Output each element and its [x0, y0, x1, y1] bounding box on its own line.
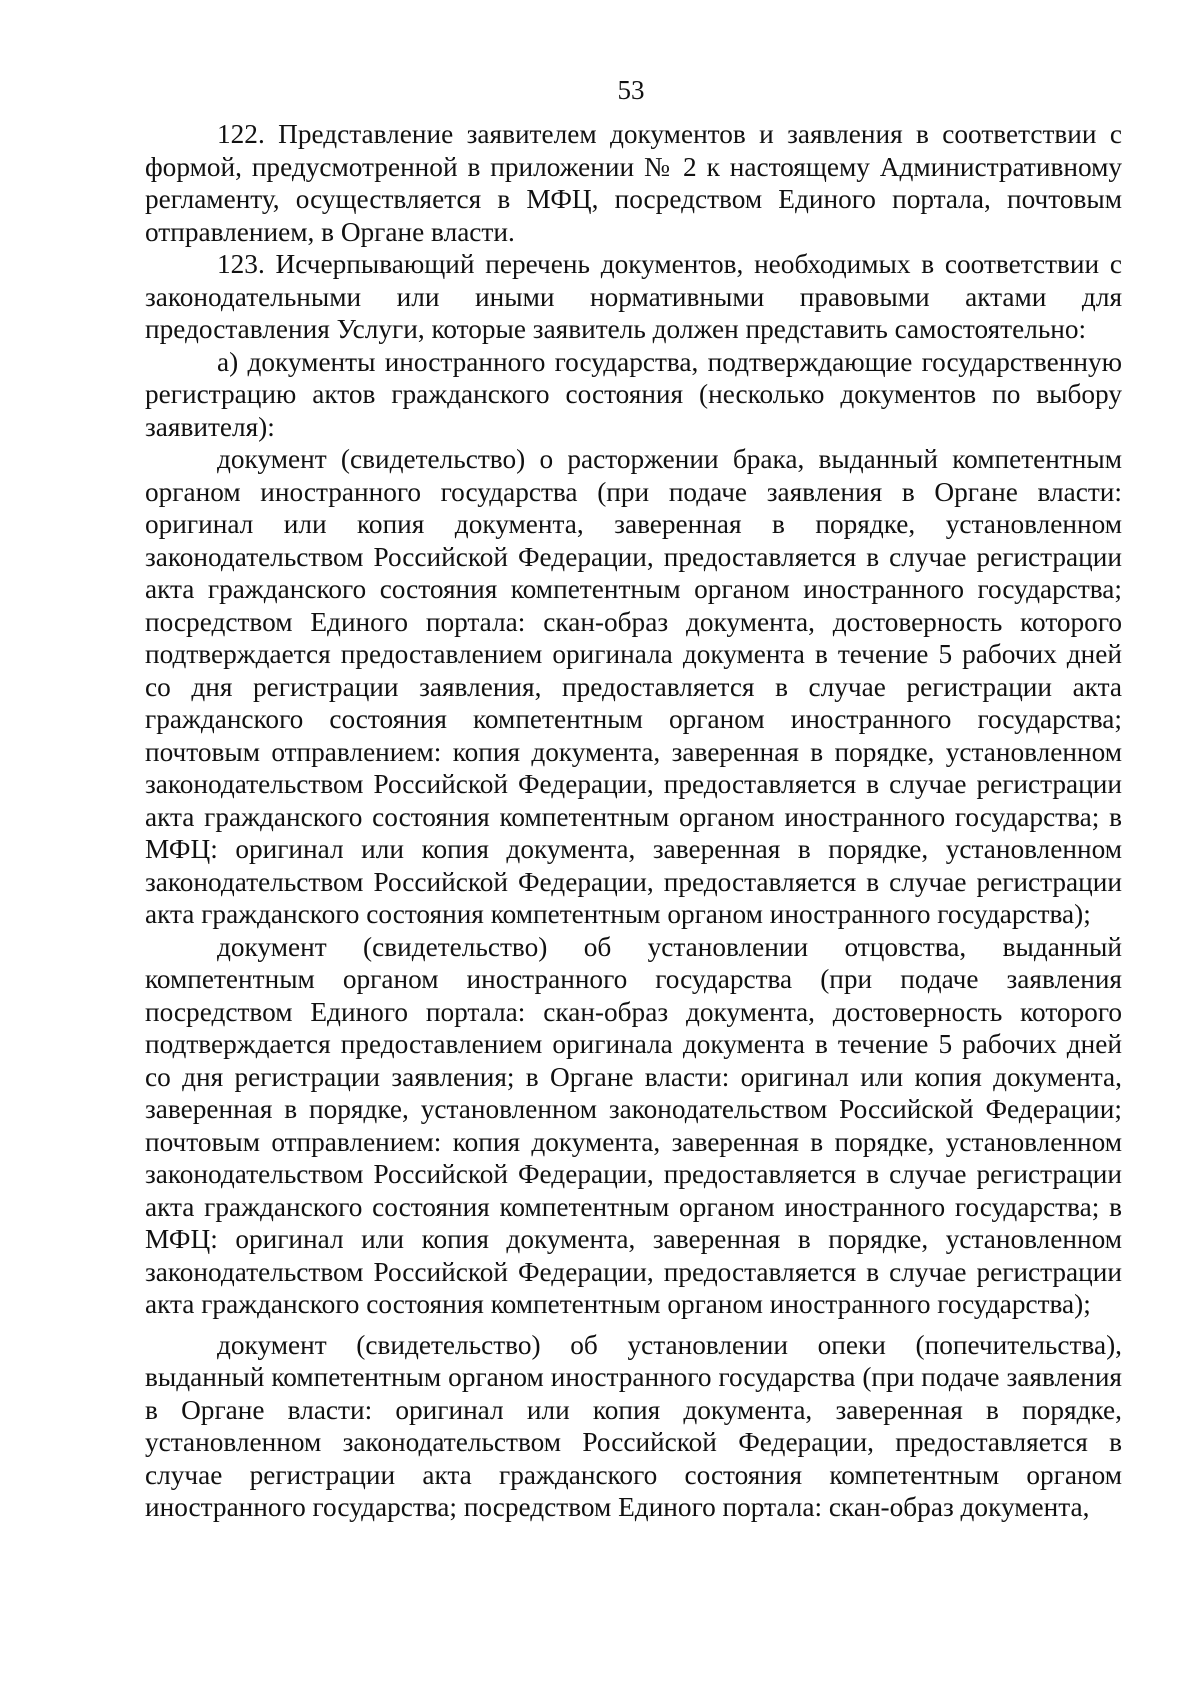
paragraph-guardianship-certificate: документ (свидетельство) об установлении опеки (попечительства), выданный компетентным органом иностранного государства (при подаче заявления в Органе власти: оригинал или копия документа, заверенная в порядке, установленном законодательством Российской Федерации, предоставляется в случае регистрации акта гражданского состояния компетентным органом иностранного государства; посредством Единого портала: скан-образ документа, [145, 1329, 1122, 1522]
paragraph-divorce-certificate: документ (свидетельство) о расторжении брака, выданный компетентным органом иностранного государства (при подаче заявления в Органе власти: оригинал или копия документа, заверенная в порядке, установленном законодательством Российской Федерации, предоставляется в случае регистрации акта гражданского состояния компетентным органом иностранного государства; посредством Единого портала: скан-образ документа, достоверность которого подтверждается предоставлением оригинала документа в течение 5 рабочих дней со дня регистрации заявления, предоставляется в случае регистрации акта гражданского состояния компетентным органом иностранного государства; почтовым отправлением: копия документа, заверенная в порядке, установленном законодательством Российской Федерации, предоставляется в случае регистрации акта гражданского состояния компетентным органом иностранного государства; в МФЦ: оригинал или копия документа, заверенная в порядке, установленном законодательством Российской Федерации, предоставляется в случае регистрации акта гражданского состояния компетентным органом иностранного государства); [145, 444, 1122, 929]
paragraph-123-a: а) документы иностранного государства, подтверждающие государственную регистрацию актов гражданского состояния (несколько документов по выбору заявителя): [145, 346, 1122, 442]
document-body [145, 118, 1122, 1524]
page-number: 53 [617, 75, 645, 105]
paragraph-123: 123. Исчерпывающий перечень документов, необходимых в соответствии с законодательными или иными нормативными правовыми актами для предоставления Услуги, которые заявитель должен представить самостоятельно: [145, 249, 1122, 344]
paragraph-paternity-certificate: документ (свидетельство) об установлении отцовства, выданный компетентным органом иностранного государства (при подаче заявления посредством Единого портала: скан-образ документа, достоверность которого подтверждается предоставлением оригинала документа в течение 5 рабочих дней со дня регистрации заявления; в Органе власти: оригинал или копия документа, заверенная в порядке, установленном законодательством Российской Федерации; почтовым отправлением: копия документа, заверенная в порядке, установленном законодательством Российской Федерации, предоставляется в случае регистрации акта гражданского состояния компетентным органом иностранного государства; в МФЦ: оригинал или копия документа, заверенная в порядке, установленном законодательством Российской Федерации, предоставляется в случае регистрации акта гражданского состояния компетентным органом иностранного государства); [145, 931, 1122, 1319]
paragraph-122: 122. Представление заявителем документов и заявления в соответствии с формой, предусмотренной в приложении № 2 к настоящему Административному регламенту, осуществляется в МФЦ, посредством Единого портала, почтовым отправлением, в Органе власти. [145, 119, 1122, 247]
